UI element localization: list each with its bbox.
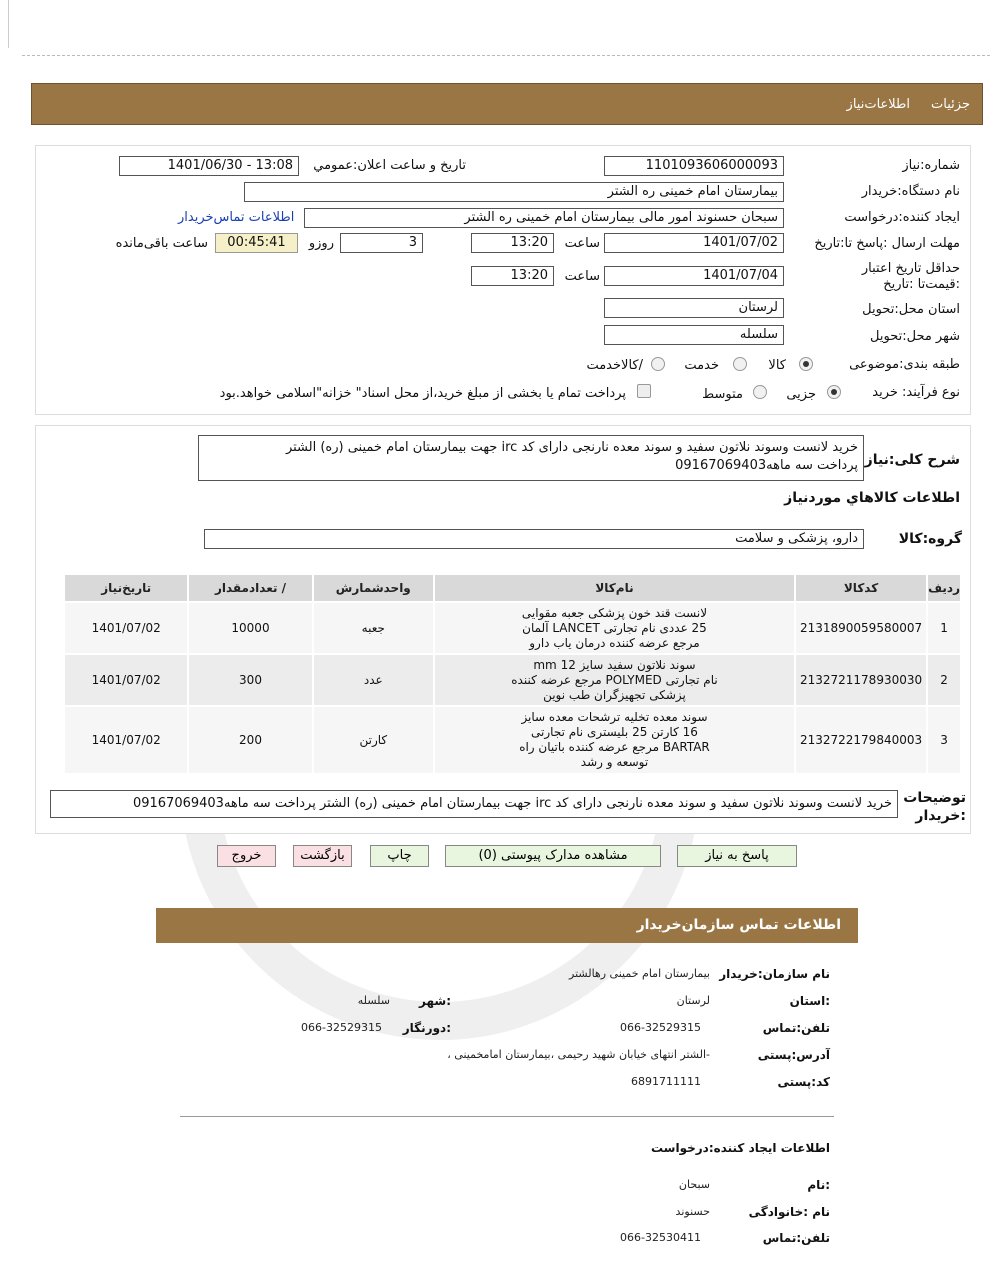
cell-code: 2131890059580007 (796, 603, 926, 653)
validity-time-field: 13:20 (471, 266, 554, 286)
category-goods-label: کالا (768, 358, 786, 373)
category-goods-service-label: /کالاخدمت (586, 358, 643, 373)
contact-org-value: بیمارستان امام خمینی رهالشتر (569, 967, 710, 980)
tab-need-info[interactable]: اطلاعات‌نیاز (846, 97, 910, 112)
deadline-time-label: ساعت (564, 236, 600, 251)
process-label: نوع فرآیند: خرید (872, 385, 960, 400)
contact-fax-value: 066-32529315 (301, 1021, 382, 1034)
contact-section-title: اطلاعات تماس سازمان‌خریدار (636, 917, 841, 933)
cell-row: 2 (928, 655, 960, 705)
back-button[interactable]: بازگشت (293, 845, 352, 867)
creator-name-value: سبحان (678, 1178, 710, 1191)
exit-button[interactable]: خروج (217, 845, 276, 867)
province-field: لرستان (604, 298, 784, 318)
category-label: طبقه بندی:موضوعی (849, 357, 960, 372)
table-row (65, 603, 960, 653)
creator-field: سبحان حسنوند امور مالی بیمارستان امام خمینی ره الشتر (304, 208, 784, 228)
category-service-label: خدمت (684, 358, 719, 373)
city-label: شهر محل:تحویل (870, 329, 960, 344)
treasury-payment-note: پرداخت تمام یا بخشی از مبلغ خرید،از محل اسناد" خزانه"اسلامی خواهد.بود (219, 386, 626, 401)
deadline-date-field: 1401/07/02 (604, 233, 784, 253)
treasury-payment-checkbox[interactable] (637, 384, 651, 398)
col-date: تاریخ‌نیاز (65, 575, 187, 601)
name-line: سوند معده تخلیه ترشحات معده سایز (521, 710, 708, 724)
name-line: نام تجارتی POLYMED مرجع عرضه کننده (511, 672, 718, 687)
cell-date: 1401/07/02 (65, 603, 187, 653)
deadline-time-field: 13:20 (471, 233, 554, 253)
validity-label: حداقل تاریخ اعتبار :قیمت‌تا :تاریخ (861, 261, 960, 292)
creator-phone-label: تلفن:تماس (762, 1231, 830, 1245)
name-line: 16 کارتن 25 بلیستری نام تجارتی (531, 725, 698, 739)
contact-city-label: :شهر (419, 994, 451, 1008)
col-row: ردیف (928, 575, 960, 601)
contact-postal-label: کد:پستی (777, 1075, 830, 1089)
remaining-time: 00:45:41 (215, 233, 298, 253)
cell-qty: 300 (189, 655, 311, 705)
cell-date: 1401/07/02 (65, 707, 187, 773)
contact-phone-value: 066-32529315 (620, 1021, 701, 1034)
name-line: لانست قند خون پزشکی جعبه مقوایی (521, 605, 708, 620)
reply-button[interactable]: پاسخ به نیاز (677, 845, 797, 867)
name-line: مرجع عرضه کننده درمان یاب دارو (529, 635, 700, 650)
buyer-notes-label-line: توضیحات (903, 790, 966, 806)
deadline-label: مهلت ارسال :پاسخ تا:تاریخ (814, 236, 960, 251)
contact-separator (180, 1116, 834, 1117)
header-bar (31, 83, 983, 125)
process-medium-radio[interactable] (753, 385, 767, 399)
process-minor-radio[interactable] (827, 385, 841, 399)
contact-org-label: نام سازمان:خریدار (719, 967, 830, 981)
contact-postal-value: 6891711111 (631, 1075, 701, 1088)
creator-family-label: نام :خانوادگی (748, 1205, 830, 1219)
name-line: سوند نلاتون سفید سایز 12 mm (533, 657, 696, 672)
cell-code: 2132721178930030 (796, 655, 926, 705)
buyer-contact-link[interactable]: اطلاعات تماس‌خریدار (178, 210, 295, 225)
days-field: 3 (340, 233, 423, 253)
creator-label: ایجاد کننده:درخواست (844, 210, 960, 225)
province-label: استان محل:تحویل (862, 302, 960, 317)
need-number-label: شماره:نیاز (902, 158, 960, 173)
announce-label: تاریخ و ساعت اعلان:عمومي (313, 158, 466, 173)
table-header-row (65, 575, 960, 601)
name-line: 25 عددی نام تجارتی LANCET آلمان (522, 620, 707, 635)
city-field: سلسله (604, 325, 784, 345)
cell-qty: 10000 (189, 603, 311, 653)
name-line: توسعه و رشد (580, 755, 649, 769)
days-label: روزو (308, 236, 334, 251)
contact-section-header (156, 908, 858, 943)
cell-code: 2132722179840003 (796, 707, 926, 773)
cell-name (435, 707, 794, 773)
table-row (65, 655, 960, 705)
name-line: پزشکی تجهیزگران طب نوین (543, 687, 686, 702)
col-qty: / تعدادمقدار (189, 575, 311, 601)
group-field: دارو، پزشکی و سلامت (204, 529, 864, 549)
cell-qty: 200 (189, 707, 311, 773)
left-edge-line (8, 0, 9, 48)
creator-phone-value: 066-32530411 (620, 1231, 701, 1244)
creator-family-value: حسنوند (675, 1205, 710, 1218)
category-goods-radio[interactable] (799, 357, 813, 371)
col-name: نام‌کالا (435, 575, 794, 601)
col-code: کدکالا (796, 575, 926, 601)
name-line: BARTAR مرجع عرضه کننده باتیان راه (519, 740, 710, 754)
creator-name-label: :نام (807, 1178, 830, 1192)
creator-section-title: اطلاعات ایجاد کننده:درخواست (650, 1141, 830, 1155)
validity-date-field: 1401/07/04 (604, 266, 784, 286)
description-field (198, 435, 864, 481)
items-table (63, 573, 962, 775)
category-goods-service-radio[interactable] (651, 357, 665, 371)
cell-row: 1 (928, 603, 960, 653)
description-line-2: پرداخت سه ماهه09167069403 (675, 458, 858, 473)
cell-unit: کارتن (314, 707, 433, 773)
contact-city-value: سلسله (357, 994, 390, 1007)
goods-info-title: اطلاعات کالاهاي موردنیاز (784, 490, 960, 506)
description-label: شرح کلی:نیاز (864, 452, 960, 468)
buyer-notes-label (903, 789, 966, 825)
category-service-radio[interactable] (733, 357, 747, 371)
cell-unit: عدد (314, 655, 433, 705)
contact-phone-label: تلفن:تماس (762, 1021, 830, 1035)
cell-name (435, 603, 794, 653)
cell-name (435, 655, 794, 705)
contact-address-value: -الشتر انتهای خیابان شهید رحیمی ،بیمارستان امامخمینی ، (447, 1048, 710, 1061)
contact-province-label: :استان (789, 994, 830, 1008)
contact-fax-label: :دورنگار (402, 1021, 451, 1035)
need-number-field: 1101093606000093 (604, 156, 784, 176)
contact-province-value: لرستان (676, 994, 710, 1007)
group-label: گروه:کالا (898, 531, 962, 547)
process-minor-label: جزیی (786, 387, 816, 402)
remaining-label: ساعت باقی‌مانده (115, 236, 208, 251)
top-divider (22, 55, 990, 56)
process-medium-label: متوسط (702, 387, 743, 402)
col-unit: واحدشمارش (314, 575, 433, 601)
validity-time-label: ساعت (564, 269, 600, 284)
table-row (65, 707, 960, 773)
tab-details[interactable]: جزئیات (931, 97, 970, 112)
announce-field: 1401/06/30 - 13:08 (119, 156, 299, 176)
cell-date: 1401/07/02 (65, 655, 187, 705)
cell-row: 3 (928, 707, 960, 773)
buyer-notes-label-line: :خریدار (915, 808, 966, 824)
contact-address-label: آدرس:پستی (757, 1048, 830, 1062)
attachments-button[interactable]: مشاهده مدارک پیوستی (0) (445, 845, 661, 867)
buyer-notes-field: خرید لانست وسوند نلاتون سفید و سوند معده نارنجی دارای کد irc جهت بیمارستان امام خمینی (ره) الشتر پرداخت سه ماهه09167069403 (50, 790, 898, 818)
print-button[interactable]: چاپ (370, 845, 429, 867)
description-line-1: خرید لانست وسوند نلاتون سفید و سوند معده نارنجی دارای کد irc جهت بیمارستان امام خمینی (ره) الشتر (285, 440, 858, 455)
cell-unit: جعبه (314, 603, 433, 653)
buyer-org-label: نام دستگاه:خریدار (861, 184, 960, 199)
buyer-org-field: بیمارستان امام خمینی ره الشتر (244, 182, 784, 202)
